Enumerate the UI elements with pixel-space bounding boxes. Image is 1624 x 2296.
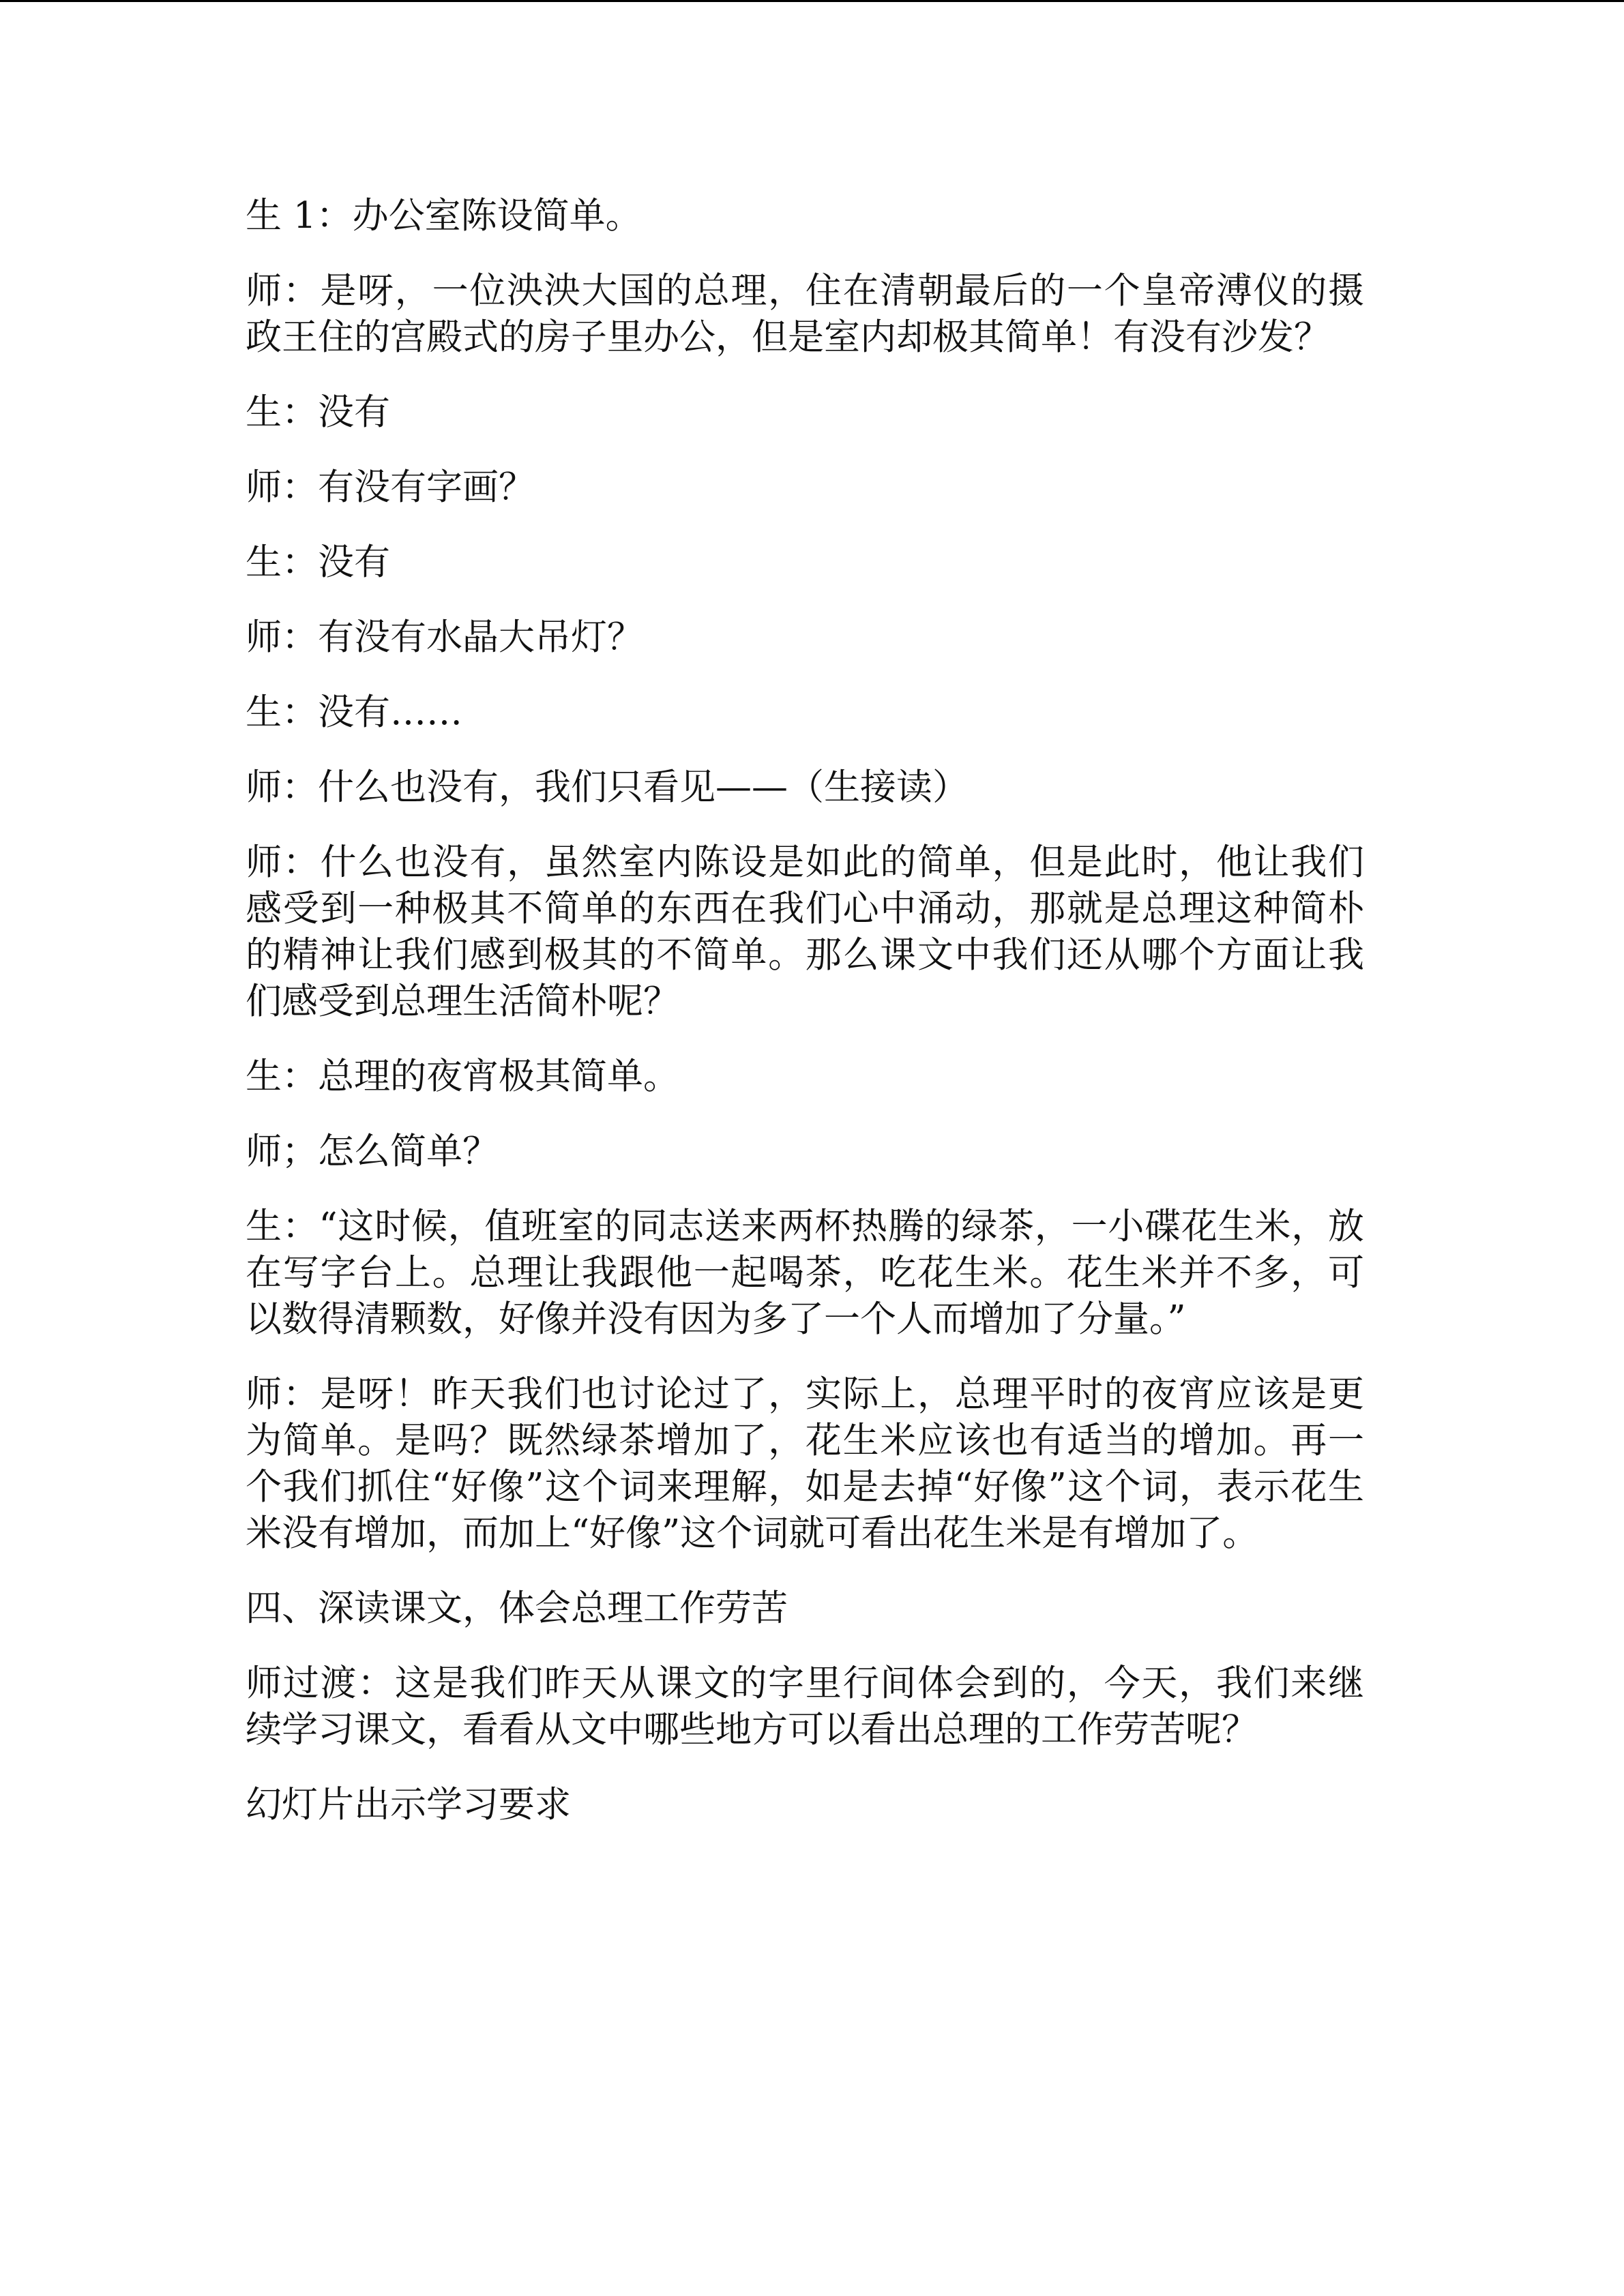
document-body	[246, 193, 1364, 1857]
paragraph-11: 师；怎么简单？	[246, 1131, 499, 1172]
paragraph-10: 生：总理的夜宵极其简单。	[246, 1056, 679, 1097]
paragraph-8: 师：什么也没有，我们只看见——（生接读）	[246, 766, 969, 808]
paragraph-4: 师：有没有字画？	[246, 466, 535, 508]
paragraph-6: 师：有没有水晶大吊灯？	[246, 616, 643, 658]
paragraph-16: 幻灯片出示学习要求	[246, 1784, 571, 1825]
paragraph-7: 生：没有……	[246, 691, 462, 733]
paragraph-1: 生 1：办公室陈设简单。	[246, 195, 642, 237]
paragraph-9: 师：什么也没有，虽然室内陈设是如此的简单，但是此时，他让我们感受到一种极其不简单的东西在我们心中涌动，那就是总理这种简朴的精神让我们感到极其的不简单。那么课文中我们还从哪个方面让我们感受到总理生活简朴呢？	[246, 841, 1364, 1022]
paragraph-13: 师：是呀！昨天我们也讨论过了，实际上，总理平时的夜宵应该是更为简单。是吗？既然绿茶增加了，花生米应该也有适当的增加。再一个我们抓住“好像”这个词来理解，如是去掉“好像”这个词，表示花生米没有增加，而加上“好像”这个词就可看出花生米是有增加了。	[246, 1373, 1364, 1554]
section-heading: 四、深读课文，体会总理工作劳苦	[246, 1587, 788, 1629]
paragraph-12: 生：“这时候，值班室的同志送来两杯热腾的绿茶，一小碟花生米，放在写字台上。总理让我跟他一起喝茶，吃花生米。花生米并不多，可以数得清颗数，好像并没有因为多了一个人而增加了分量。”	[246, 1206, 1364, 1340]
paragraph-5: 生：没有	[246, 541, 390, 583]
paragraph-15: 师过渡：这是我们昨天从课文的字里行间体会到的，今天，我们来继续学习课文，看看从文中哪些地方可以看出总理的工作劳苦呢？	[246, 1663, 1364, 1750]
paragraph-3: 生：没有	[246, 391, 390, 433]
paragraph-2: 师：是呀，一位泱泱大国的总理，住在清朝最后的一个皇帝溥仪的摄政王住的宫殿式的房子里办公，但是室内却极其简单！有没有沙发？	[246, 270, 1364, 358]
